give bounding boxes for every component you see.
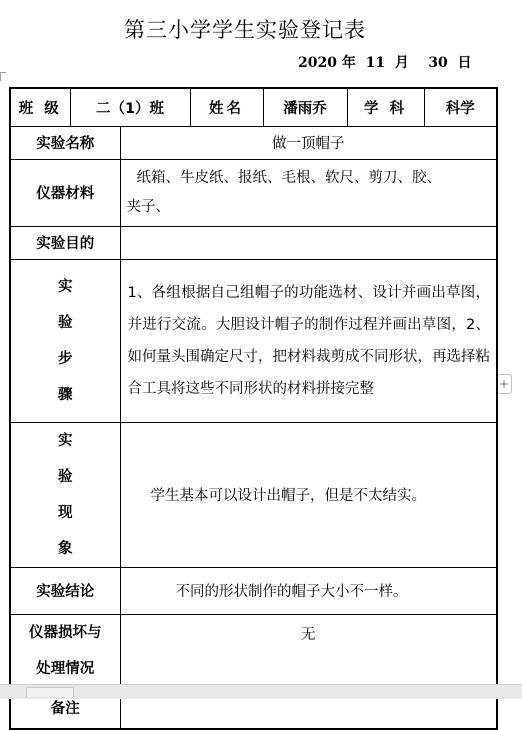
- margin-corner-marker: [0, 72, 6, 81]
- subject-value[interactable]: 科学: [424, 88, 497, 126]
- materials-value[interactable]: [120, 159, 497, 226]
- conclusion-value[interactable]: 不同的形状制作的帽子大小不一样。: [120, 567, 497, 614]
- phenomenon-label-line-1: 实 验: [58, 432, 93, 485]
- name-label: 姓名: [190, 88, 263, 126]
- phenomenon-value[interactable]: 学生基本可以设计出帽子，但是不太结实。: [120, 422, 497, 567]
- damage-label-line-2: 处理情况: [36, 660, 95, 677]
- conclusion-label: 实验结论: [10, 567, 120, 614]
- damage-label: [10, 614, 120, 687]
- damage-row: [10, 614, 497, 687]
- class-value[interactable]: 二（1）班: [70, 88, 190, 126]
- name-value[interactable]: 潘雨乔: [263, 88, 347, 126]
- page-title: 第三小学学生实验登记表: [124, 18, 366, 42]
- purpose-label: 实验目的: [10, 226, 120, 259]
- remarks-label: 备注: [10, 687, 120, 729]
- class-label: 班 级: [10, 88, 70, 126]
- damage-label-line-1: 仪器损坏与: [29, 624, 102, 641]
- materials-line-2: 夹子、: [126, 198, 170, 215]
- record-date: 2020 年 11 月 30 日: [298, 55, 472, 71]
- conclusion-row: [10, 567, 497, 614]
- steps-row: [10, 259, 497, 422]
- phenomenon-row: [10, 422, 497, 567]
- steps-label-line-2: 步 骤: [58, 350, 93, 403]
- experiment-name-row: [10, 126, 497, 159]
- steps-label-line-1: 实 验: [58, 278, 93, 331]
- purpose-row: [10, 226, 497, 259]
- experiment-record-table: [9, 87, 498, 730]
- materials-line-1: 纸箱、牛皮纸、报纸、毛根、软尺、剪刀、胶、: [136, 169, 441, 186]
- materials-label: 仪器材料: [10, 159, 120, 226]
- phenomenon-label: [10, 422, 120, 567]
- header-row: [10, 88, 497, 126]
- experiment-name-label: 实验名称: [10, 126, 120, 159]
- damage-value[interactable]: 无: [120, 614, 497, 687]
- phenomenon-label-line-2: 现 象: [58, 504, 93, 557]
- bottom-tab-bar: [0, 684, 522, 699]
- materials-row: [10, 159, 497, 226]
- subject-label: 学 科: [347, 88, 424, 126]
- sheet-tab[interactable]: [26, 687, 74, 697]
- steps-value[interactable]: 1、各组根据自己组帽子的功能选材、设计并画出草图，并进行交流。大胆设计帽子的制作过程并画出草图，2、如何量头围确定尺寸，把材料裁剪成不同形状，再选择粘合工具将这些不同形状的材料拼接完整: [120, 259, 497, 422]
- add-row-handle-icon[interactable]: +: [496, 374, 512, 394]
- experiment-name-value[interactable]: 做一顶帽子: [120, 126, 497, 159]
- purpose-value[interactable]: [120, 226, 497, 259]
- steps-label: [10, 259, 120, 422]
